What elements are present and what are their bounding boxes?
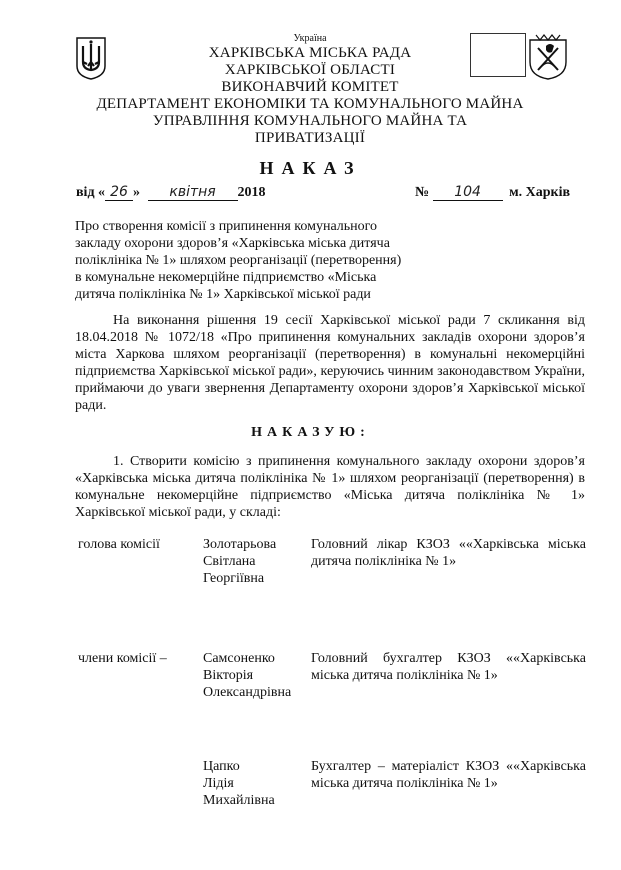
country-label: Україна [293, 33, 327, 44]
header-line-6: ПРИВАТИЗАЦІЇ [254, 130, 366, 146]
members-label: члени комісії – [78, 651, 167, 666]
date-day: 26 [105, 184, 133, 201]
document-header [60, 33, 560, 147]
order-subject: Про створення комісії з припинення комунального закладу охорони здоров’я «Харківська міська дитяча поліклініка № 1» шляхом реорганізації (перетворення) в комунальне некомерційне підприємство «Міська дитяча поліклініка № 1» Харківської міської ради [75, 219, 402, 302]
chair-label: голова комісії [78, 537, 160, 552]
member-2-first-name: Лідія [203, 776, 234, 791]
member-1-position: Головний бухгалтер КЗОЗ ««Харківська міська дитяча поліклініка № 1» [311, 651, 586, 683]
header-line-4: ДЕПАРТАМЕНТ ЕКОНОМІКИ ТА КОМУНАЛЬНОГО МАЙНА [96, 96, 524, 112]
member-2-name [203, 758, 303, 809]
order-heading: НАКАЗУЮ: [251, 425, 370, 440]
chair-surname: Золотарьова [203, 537, 277, 552]
header-line-3: ВИКОНАВЧИЙ КОМІТЕТ [221, 79, 399, 95]
chair-first-name: Світлана [203, 554, 256, 569]
date-year: 2018 [237, 185, 266, 200]
order-item-1: 1. Створити комісію з припинення комунального закладу охорони здоров’я «Харківська міська дитяча поліклініка № 1» шляхом реорганізації (перетворення) в комунальне некомерційне підприємство «Міська дитяча поліклініка № 1» Харківської міської ради, у складі: [75, 454, 585, 520]
date-month: квітня [148, 184, 238, 201]
member-1-surname: Самсоненко [203, 651, 275, 666]
member-2-position: Бухгалтер – матеріаліст КЗОЗ ««Харківська міська дитяча поліклініка № 1» [311, 759, 586, 791]
member-1-patronymic: Олександрівна [203, 685, 292, 700]
number-line [415, 184, 570, 201]
header-line-1: ХАРКІВСЬКА МІСЬКА РАДА [208, 45, 412, 61]
header-line-5: УПРАВЛІННЯ КОМУНАЛЬНОГО МАЙНА ТА [152, 113, 468, 129]
date-mid: » [133, 185, 141, 200]
header-line-2: ХАРКІВСЬКОЇ ОБЛАСТІ [224, 62, 396, 78]
date-line [76, 184, 266, 201]
number-label: № [415, 185, 430, 200]
member-2-patronymic: Михайлівна [203, 793, 275, 808]
document-title: НАКАЗ [259, 158, 362, 178]
member-2-surname: Цапко [203, 759, 240, 774]
date-prefix: від « [76, 185, 106, 200]
preamble-paragraph: На виконання рішення 19 сесії Харківської міської ради 7 скликання від 18.04.2018 № 1072/18 «Про припинення комунальних закладів охорони здоров’я міста Харкова шляхом реорганізації (перетворення) в комунальні некомерційні підприємства Харківської міської ради», керуючись чинним законодавством України, приймаючи до уваги звернення Департаменту охорони здоров’я Харківської міської ради. [75, 313, 585, 413]
chair-position: Головний лікар КЗОЗ ««Харківська міська дитяча поліклініка № 1» [311, 537, 586, 569]
member-1-first-name: Вікторія [203, 668, 254, 683]
chair-name [203, 536, 303, 587]
chair-patronymic: Георгіївна [203, 571, 265, 586]
member-1-name [203, 650, 303, 701]
order-number: 104 [433, 184, 503, 201]
city-label: м. Харків [509, 185, 571, 200]
